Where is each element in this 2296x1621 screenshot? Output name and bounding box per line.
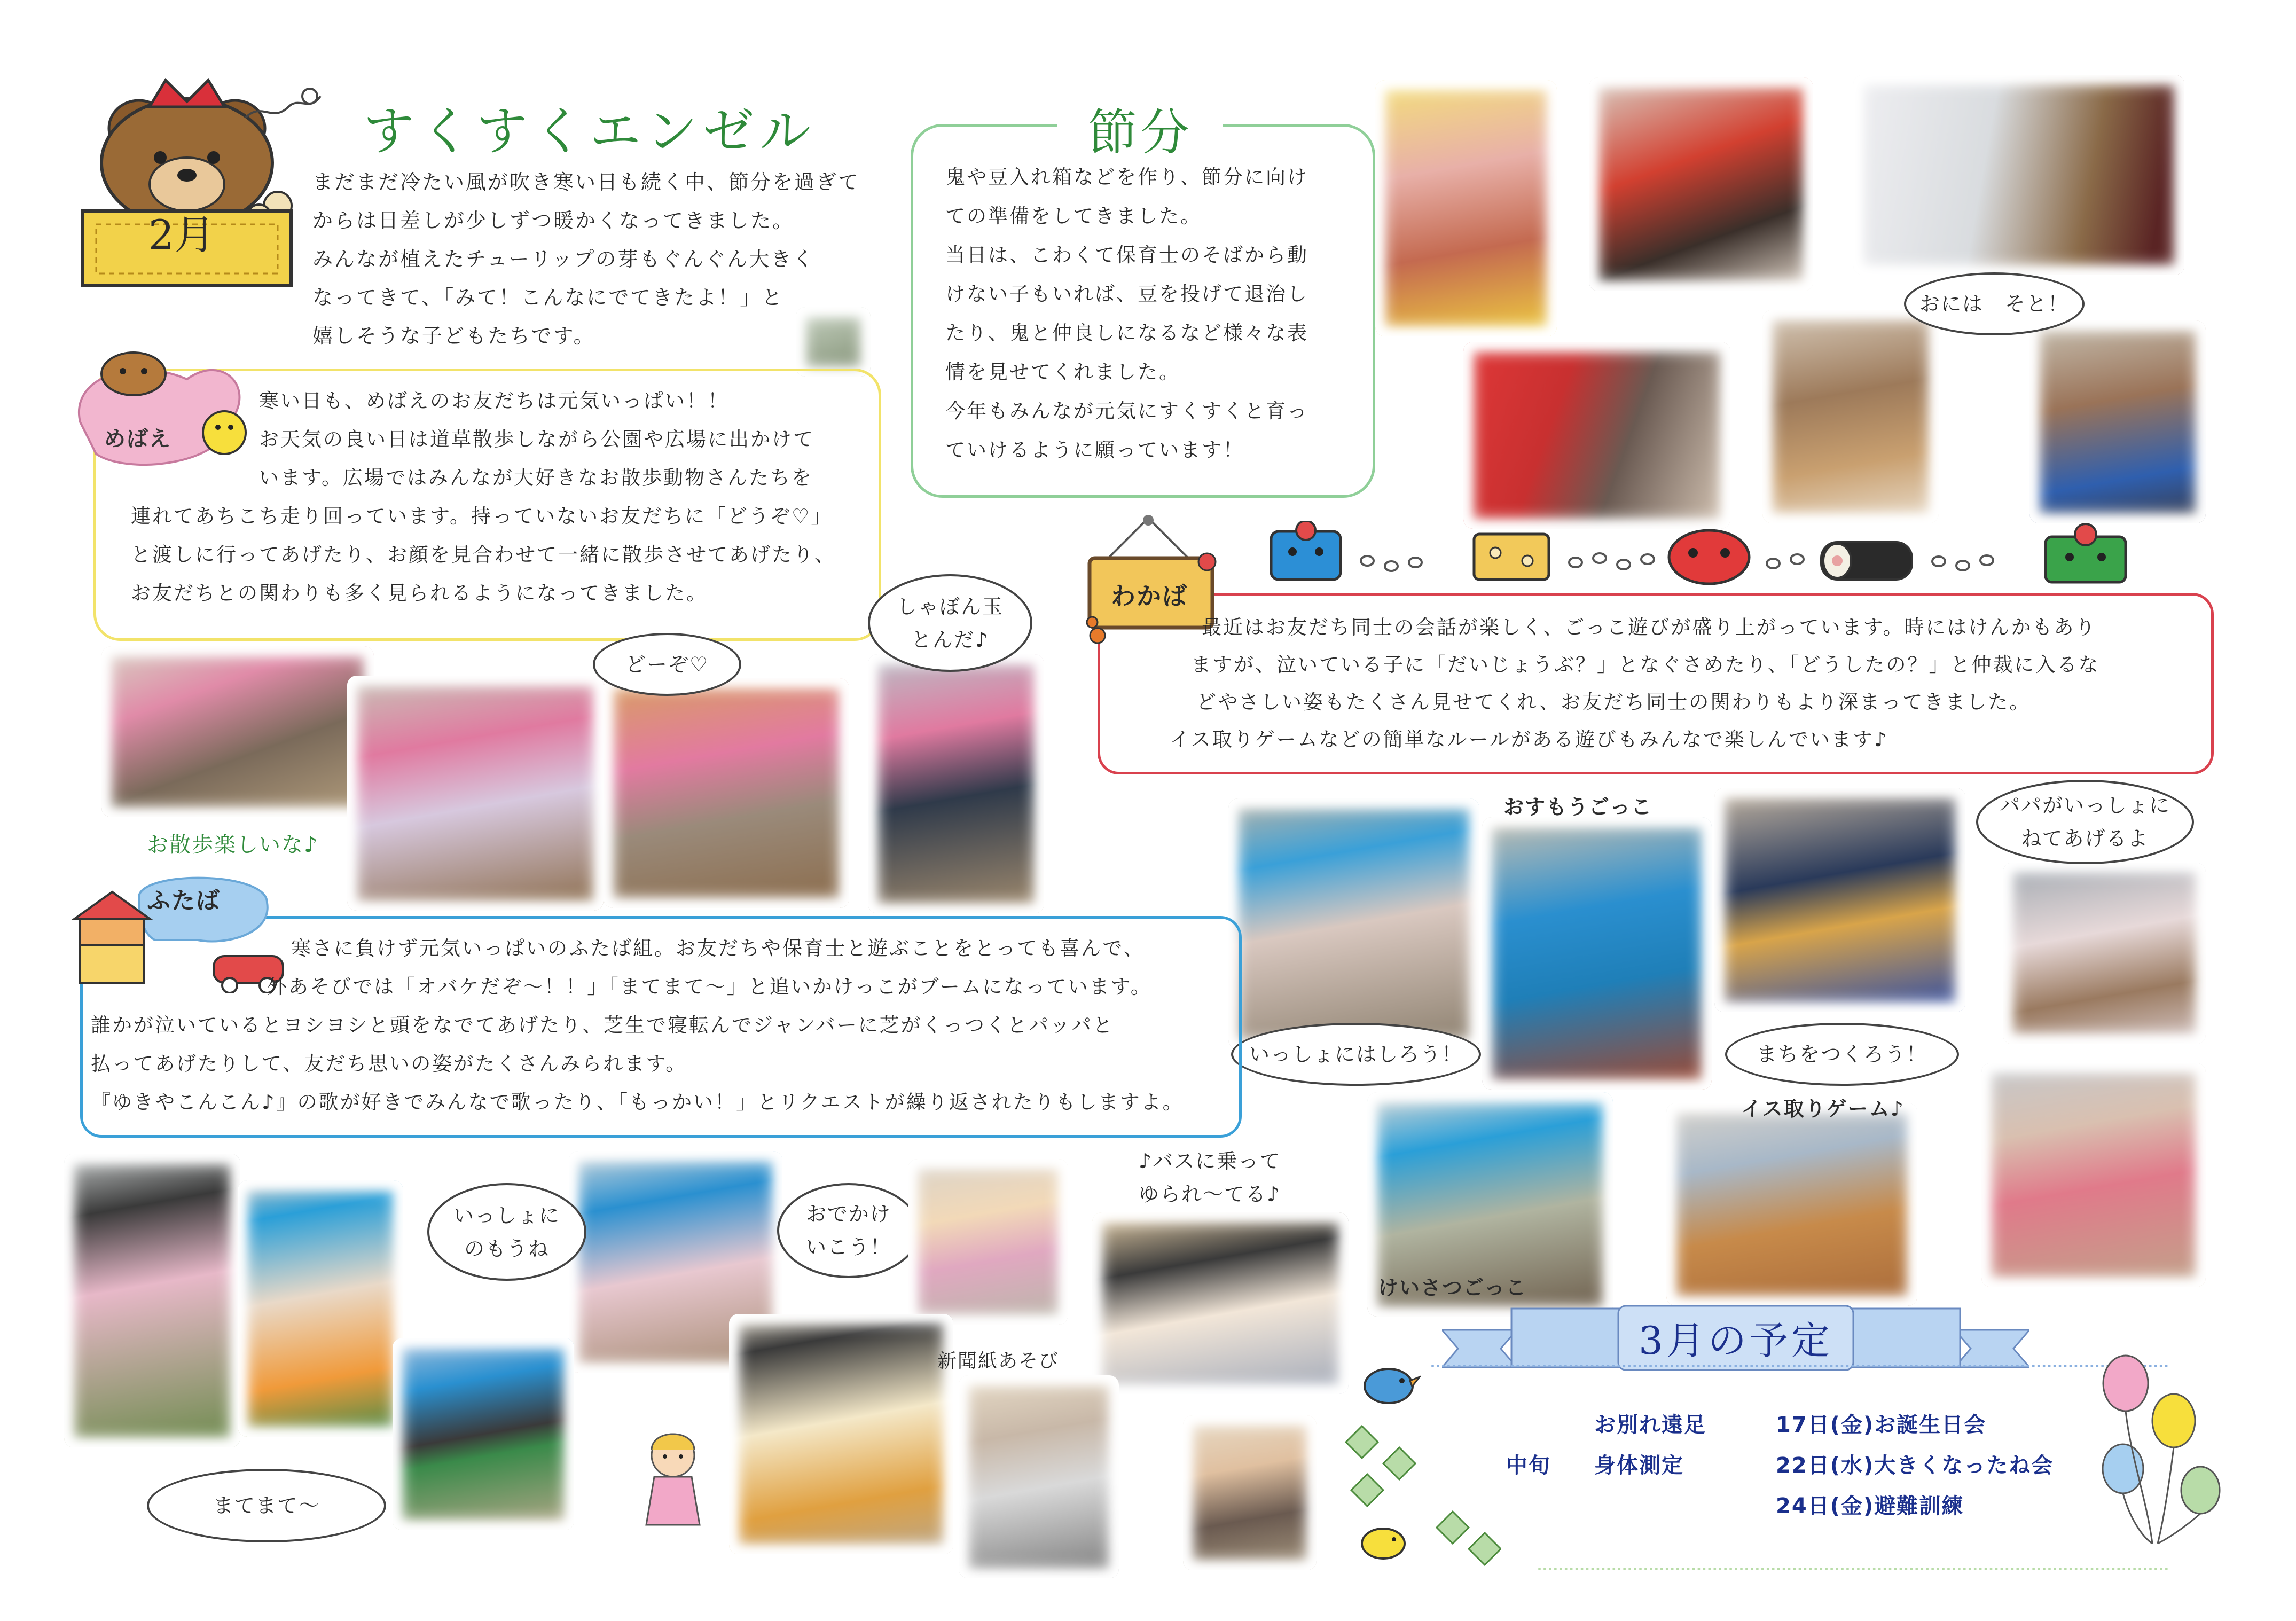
bubble-line: のもうね bbox=[464, 1236, 550, 1260]
bubble-line: ♪バスに乗って bbox=[1138, 1149, 1281, 1173]
futaba-photo-9 bbox=[1183, 1415, 1317, 1570]
bubble-line: おでかけ bbox=[806, 1202, 891, 1226]
bubble-bus bbox=[1103, 1135, 1317, 1220]
wakaba-line: イス取りゲームなどの簡単なルールがある遊びもみんなで楽しんでいます♪ bbox=[1170, 728, 1888, 751]
setsubun-text bbox=[945, 158, 1351, 469]
mebae-line: と渡しに行ってあげたり、お顔を見合わせて一緒に散歩させてあげたり、 bbox=[131, 543, 836, 566]
swirl-decoration bbox=[240, 80, 331, 128]
wakaba-caption-osumou: おすもうごっこ bbox=[1503, 795, 1653, 819]
bubble-shabondama bbox=[868, 574, 1032, 672]
schedule-when bbox=[1506, 1405, 1581, 1445]
setsubun-line: たり、鬼と仲良しになるなど様々な表 bbox=[945, 322, 1308, 344]
wakaba-text bbox=[1170, 609, 2195, 758]
mebae-photo-4 bbox=[868, 654, 1044, 913]
futaba-photo-1 bbox=[64, 1154, 240, 1447]
futaba-photo-5 bbox=[1092, 1212, 1349, 1394]
setsubun-line: 当日は、こわくて保育士のそばから動 bbox=[945, 244, 1308, 267]
bubble-nomou bbox=[427, 1183, 586, 1281]
futaba-line: 誰かが泣いているとヨシヨシと頭をなでてあげたり、芝生で寝転んでジャンバーに芝がくっつくとパッパと bbox=[91, 1014, 1114, 1037]
wakaba-photo-7 bbox=[1981, 1063, 2206, 1287]
futaba-photo-8 bbox=[959, 1375, 1119, 1578]
setsubun-photo-3 bbox=[1853, 75, 2184, 275]
setsubun-line: 情を見せてくれました。 bbox=[945, 361, 1180, 383]
bubble-odekake bbox=[777, 1183, 920, 1278]
setsubun-line: 今年もみんなが元気にすくすくと育っ bbox=[945, 400, 1308, 422]
mebae-photo-2 bbox=[347, 676, 604, 911]
angel-doll-illustration bbox=[630, 1423, 716, 1536]
intro-line: まだまだ冷たい風が吹き寒い日も続く中、節分を過ぎて bbox=[312, 170, 860, 194]
futaba-line: 寒さに負けず元気いっぱいのふたば組。お友だちや保育士と遊ぶことをとっても喜んで、 bbox=[291, 937, 1145, 960]
intro-line: からは日差しが少しずつ暖かくなってきました。 bbox=[312, 209, 795, 232]
mebae-line: 寒い日も、めばえのお友だちは元気いっぱい！！ bbox=[259, 389, 729, 412]
month-badge: 2月 bbox=[148, 211, 215, 259]
intro-line: 嬉しそうな子どもたちです。 bbox=[312, 324, 595, 348]
bubble-papa bbox=[1976, 780, 2194, 864]
futaba-label: ふたば bbox=[147, 887, 221, 914]
setsubun-title: 節分 bbox=[1057, 93, 1223, 164]
bubble-douzo: どーぞ♡ bbox=[593, 633, 741, 696]
mebae-line: お友だちとの関わりも多く見られるようになってきました。 bbox=[131, 582, 708, 605]
futaba-photo-6 bbox=[393, 1338, 574, 1530]
setsubun-photo-4 bbox=[1463, 342, 1730, 529]
wakaba-line: ますが、泣いている子に「だいじょうぶ？」となぐさめたり、「どうしたの？」と仲裁に入るな bbox=[1191, 653, 2100, 676]
bubble-matemate: まてまて～ bbox=[147, 1469, 386, 1542]
tulip-photo bbox=[796, 307, 871, 377]
futaba-text bbox=[91, 929, 1234, 1122]
dotted-line-top bbox=[1431, 1365, 2168, 1367]
setsubun-line: ての準備をしてきました。 bbox=[945, 205, 1202, 228]
schedule-event: 身体測定 bbox=[1594, 1453, 1684, 1478]
balloon-decoration bbox=[2094, 1351, 2232, 1549]
wakaba-photo-2 bbox=[1482, 817, 1712, 1090]
mebae-line: います。広場ではみんなが大好きなお散歩動物さんたちを bbox=[259, 466, 813, 489]
schedule-title: 3月の予定 bbox=[1639, 1318, 1833, 1363]
bubble-machi: まちをつくろう！ bbox=[1725, 1023, 1959, 1086]
bubble-line: ゆられ～てる♪ bbox=[1138, 1183, 1281, 1206]
schedule-date: 17日(金)お誕生日会 bbox=[1776, 1413, 1987, 1437]
futaba-line: 払ってあげたりして、友だち思いの姿がたくさんみられます。 bbox=[91, 1052, 687, 1075]
wakaba-label: わかば bbox=[1111, 582, 1188, 610]
mebae-text bbox=[131, 382, 868, 613]
setsubun-line: 鬼や豆入れ箱などを作り、節分に向け bbox=[945, 166, 1308, 189]
setsubun-photo-6 bbox=[2029, 320, 2206, 523]
mebae-photo-1 bbox=[101, 646, 374, 817]
setsubun-photo-2 bbox=[1589, 77, 1813, 291]
schedule-date: 24日(金)避難訓練 bbox=[1776, 1494, 1964, 1518]
leaf-decoration bbox=[1330, 1421, 1501, 1576]
schedule-row bbox=[1506, 1486, 2147, 1526]
futaba-photo-7 bbox=[729, 1314, 953, 1554]
schedule-row bbox=[1506, 1405, 2147, 1445]
schedule-event bbox=[1581, 1486, 1776, 1526]
bubble-line: しゃぼん玉 bbox=[896, 594, 1004, 618]
bird-icon bbox=[1357, 1351, 1421, 1415]
schedule-when bbox=[1506, 1486, 1581, 1526]
intro-line: みんなが植えたチューリップの芽もぐんぐん大きく bbox=[312, 247, 815, 271]
futaba-photo-2 bbox=[238, 1180, 403, 1437]
mebae-photo-3 bbox=[604, 678, 849, 908]
setsubun-photo-1 bbox=[1375, 80, 1557, 336]
bubble-line: パパがいっしょに bbox=[1999, 794, 2170, 817]
futaba-photo-4 bbox=[908, 1159, 1068, 1325]
oni-decoration-row bbox=[1260, 521, 2206, 585]
wakaba-photo-4 bbox=[2003, 863, 2206, 1044]
bubble-line: とんだ♪ bbox=[911, 628, 990, 652]
wakaba-line: どやさしい姿もたくさん見せてくれ、お友だち同士の関わりもより深まってきました。 bbox=[1196, 691, 2031, 714]
bubble-line: いっしょに bbox=[453, 1203, 560, 1227]
setsubun-line: ていけるように願っています！ bbox=[945, 438, 1244, 461]
futaba-line: 『ゆきやこんこん♪』の歌が好きでみんなで歌ったり、「もっかい！」とリクエストが繰り返されたりもしますよ。 bbox=[91, 1091, 1184, 1114]
schedule-table bbox=[1506, 1405, 2147, 1526]
schedule-date: 22日(水)大きくなったね会 bbox=[1776, 1453, 2054, 1478]
bubble-oni-soto: おには そと！ bbox=[1904, 272, 2085, 335]
mebae-label: めばえ bbox=[104, 427, 171, 451]
wakaba-photo-3 bbox=[1714, 788, 1965, 1012]
bubble-hashirou: いっしょにはしろう！ bbox=[1231, 1023, 1481, 1086]
mebae-line: お天気の良い日は道草散歩しながら公園や広場に出かけて bbox=[259, 428, 814, 451]
schedule-when: 中旬 bbox=[1506, 1453, 1551, 1478]
mebae-line: 連れてあちこち走り回っています。持っていないお友だちに「どうぞ♡」 bbox=[131, 505, 833, 528]
wakaba-line: 最近はお友だち同士の会話が楽しく、ごっこ遊びが盛り上がっています。時にはけんかもあり bbox=[1202, 616, 2097, 639]
wakaba-photo-6 bbox=[1666, 1103, 1917, 1306]
intro-line: なってきて、「みて！こんなにでてきたよ！」と bbox=[312, 286, 784, 309]
wakaba-photo-1 bbox=[1228, 798, 1479, 1050]
wakaba-caption-isu: イス取りゲーム♪ bbox=[1741, 1097, 1905, 1121]
setsubun-line: けない子もいれば、豆を投げて退治し bbox=[945, 283, 1308, 306]
futaba-caption-shinbun: 新聞紙あそび bbox=[937, 1350, 1060, 1372]
schedule-row bbox=[1506, 1445, 2147, 1486]
wakaba-caption-keisatsu: けいさつごっこ bbox=[1378, 1276, 1527, 1299]
dotted-line-bottom bbox=[1538, 1568, 2168, 1570]
mebae-caption: お散歩楽しいな♪ bbox=[147, 833, 319, 857]
bubble-line: ねてあげるよ bbox=[2021, 827, 2149, 850]
schedule-event: お別れ遠足 bbox=[1594, 1413, 1706, 1437]
futaba-line: 外あそびでは「オバケだぞ～！！」「まてまて～」と追いかけっこがブームになっています。 bbox=[267, 975, 1152, 998]
newsletter-title: すくすくエンゼル bbox=[363, 101, 816, 161]
setsubun-photo-5 bbox=[1762, 310, 1939, 523]
bubble-line: いこう！ bbox=[805, 1235, 891, 1259]
